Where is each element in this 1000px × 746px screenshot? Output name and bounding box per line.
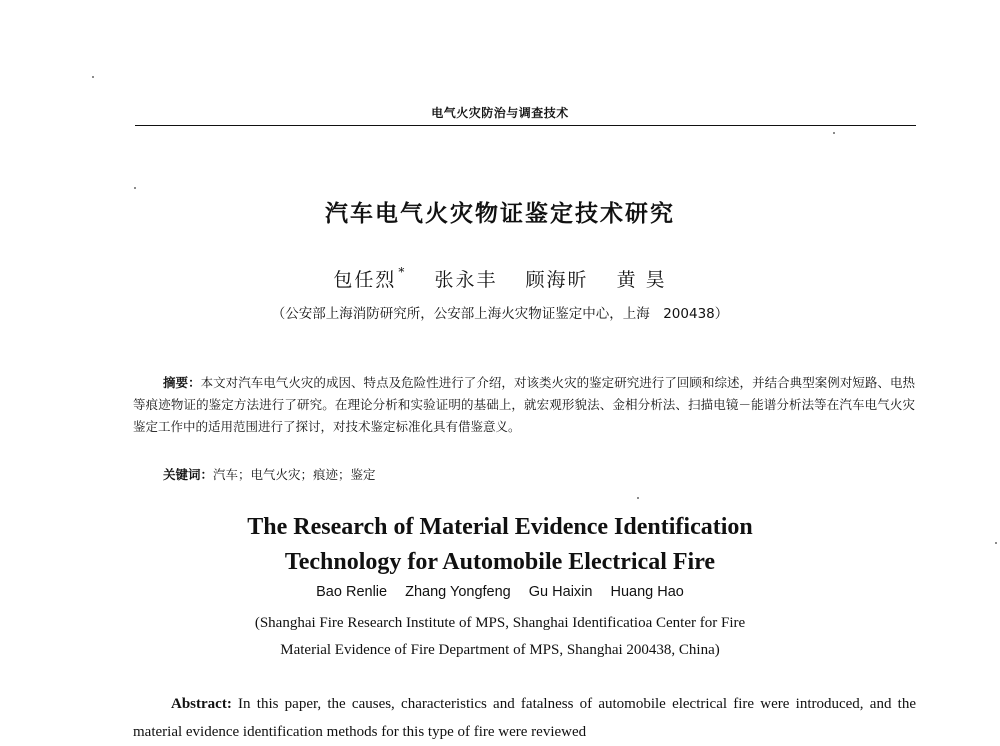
cn-keywords-label: 关键词： (163, 467, 214, 482)
cn-abstract-label: 摘要： (163, 375, 201, 390)
chinese-keywords (163, 465, 376, 483)
scan-speck (134, 187, 136, 189)
cn-author-1: 包任烈 * (333, 265, 407, 291)
en-author-3: Gu Haixin (528, 584, 593, 600)
en-affiliation-line-2: Material Evidence of Fire Department of MPS, Shanghai 200438, China) (280, 642, 720, 658)
cn-author-3: 顾海昕 (525, 269, 589, 291)
en-abstract-label: Abstract: (171, 696, 232, 712)
cn-author-2: 张永丰 (434, 269, 498, 291)
author-footnote-mark: * (398, 265, 407, 279)
english-title (0, 510, 1000, 580)
en-author-2: Zhang Yongfeng (405, 584, 511, 600)
english-abstract (133, 690, 916, 746)
scan-speck (833, 132, 835, 134)
english-affiliation (0, 610, 1000, 664)
cn-author-4: 黄 昊 (616, 269, 667, 291)
chinese-authors (0, 265, 1000, 292)
scan-speck (637, 497, 639, 499)
scan-speck (995, 542, 997, 544)
en-title-line-1: The Research of Material Evidence Identification (247, 514, 753, 540)
running-header: 电气火灾防治与调查技术 (431, 106, 569, 120)
english-authors (0, 584, 1000, 600)
header-rule (135, 125, 916, 126)
en-author-4: Huang Hao (610, 584, 684, 600)
chinese-abstract (133, 372, 915, 438)
en-author-1: Bao Renlie (316, 584, 388, 600)
en-abstract-text: In this paper, the causes, characteristics and fatalness of automobile electrical fire were introduced, and the material evidence identification methods for this type of fire were reviewed (133, 696, 916, 740)
en-title-line-2: Technology for Automobile Electrical Fire (284, 549, 716, 575)
cn-keywords-text: 汽车；电气火灾；痕迹；鉴定 (213, 467, 376, 482)
chinese-title: 汽车电气火灾物证鉴定技术研究 (325, 201, 675, 227)
cn-abstract-text: 本文对汽车电气火灾的成因、特点及危险性进行了介绍，对该类火灾的鉴定研究进行了回顾和综述，并结合典型案例对短路、电热等痕迹物证的鉴定方法进行了研究。在理论分析和实验证明的基础上，就宏观形貌法、金相分析法、扫描电镜－能谱分析法等在汽车电气火灾鉴定工作中的适用范围进行了探讨，对技术鉴定标准化具有借鉴意义。 (133, 375, 915, 434)
chinese-affiliation: （公安部上海消防研究所，公安部上海火灾物证鉴定中心，上海 200438） (271, 306, 729, 322)
en-affiliation-line-1: (Shanghai Fire Research Institute of MPS, Shanghai Identificatioa Center for Fire (254, 615, 746, 631)
scan-speck (92, 76, 94, 78)
